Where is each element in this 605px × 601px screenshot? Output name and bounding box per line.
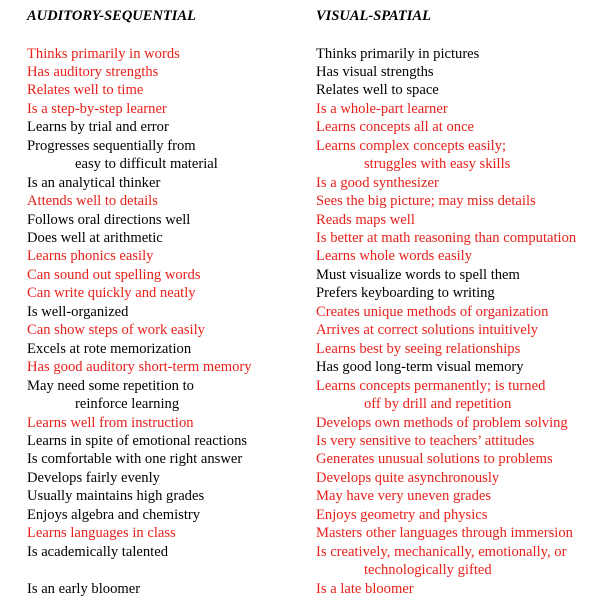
list-item-text: Learns concepts permanently; is turned: [316, 377, 546, 394]
list-item: [27, 543, 252, 561]
list-item: [316, 100, 576, 118]
list-item-text: Is academically talented: [27, 543, 168, 560]
list-item: [27, 137, 252, 174]
list-item: [27, 358, 252, 376]
list-item: [316, 137, 576, 174]
visual-spatial-heading: VISUAL-SPATIAL: [316, 8, 431, 24]
list-item-text: Is creatively, mechanically, emotionally, or: [316, 543, 567, 560]
list-item-text: Progresses sequentially from: [27, 137, 196, 154]
list-item: [316, 358, 576, 376]
list-item: [316, 469, 576, 487]
list-item-text: Does well at arithmetic: [27, 230, 163, 247]
list-item-text: Is a late bloomer: [316, 580, 414, 597]
list-item: [316, 340, 576, 358]
list-item-text: Masters other languages through immersion: [316, 525, 573, 542]
list-item: [27, 229, 252, 247]
list-item-continuation: reinforce learning: [75, 396, 180, 413]
visual-spatial-list: [316, 45, 576, 599]
list-item-text: Is well-organized: [27, 303, 129, 320]
list-item-continuation: struggles with easy skills: [364, 156, 511, 173]
list-item: [27, 506, 252, 524]
list-item: [27, 450, 252, 468]
list-item: [27, 414, 252, 432]
list-item: [27, 469, 252, 487]
list-item-text: Enjoys algebra and chemistry: [27, 506, 201, 523]
list-item: [27, 432, 252, 450]
list-item: [316, 377, 576, 414]
list-item-text: Excels at rote memorization: [27, 340, 192, 357]
list-item: [27, 580, 252, 598]
list-item: [27, 118, 252, 136]
list-item-text: Is a good synthesizer: [316, 174, 439, 191]
list-item: [316, 174, 576, 192]
list-item-text: Has good long-term visual memory: [316, 359, 524, 376]
list-item-text: Thinks primarily in pictures: [316, 45, 480, 62]
list-item: [27, 284, 252, 302]
list-item: [316, 247, 576, 265]
list-item-text: Learns languages in class: [27, 525, 176, 542]
list-item: [27, 174, 252, 192]
list-item-text: Sees the big picture; may miss details: [316, 193, 536, 210]
list-item-text: May need some repetition to: [27, 377, 194, 394]
list-item-text: Usually maintains high grades: [27, 488, 205, 505]
list-item: [27, 377, 252, 414]
auditory-sequential-heading: AUDITORY-SEQUENTIAL: [27, 8, 196, 24]
list-item: [316, 432, 576, 450]
list-item-text: Can show steps of work easily: [27, 322, 205, 339]
list-item-text: Is an early bloomer: [27, 580, 141, 597]
list-item-text: Generates unusual solutions to problems: [316, 451, 553, 468]
list-item-text: Prefers keyboarding to writing: [316, 285, 495, 302]
list-item: [27, 247, 252, 265]
list-item-text: Relates well to space: [316, 82, 439, 99]
list-item: [27, 100, 252, 118]
list-item: [316, 543, 576, 580]
list-item-text: Learns phonics easily: [27, 248, 154, 265]
list-item-text: Learns by trial and error: [27, 119, 169, 136]
list-item: [27, 81, 252, 99]
list-item-continuation: off by drill and repetition: [364, 396, 512, 413]
list-item: [27, 266, 252, 284]
list-item: [316, 229, 576, 247]
list-item-continuation: technologically gifted: [364, 562, 492, 579]
list-item-text: Has good auditory short-term memory: [27, 359, 252, 376]
list-item-text: Learns concepts all at once: [316, 119, 475, 136]
list-item-text: Learns best by seeing relationships: [316, 340, 521, 357]
list-item-continuation: easy to difficult material: [75, 156, 218, 173]
list-item: [316, 321, 576, 339]
list-item-text: Has auditory strengths: [27, 63, 159, 80]
list-item-text: Enjoys geometry and physics: [316, 506, 488, 523]
list-item-text: Develops fairly evenly: [27, 469, 160, 486]
list-item: [316, 192, 576, 210]
list-item: [316, 45, 576, 63]
list-item: [27, 487, 252, 505]
list-item-text: Learns complex concepts easily;: [316, 137, 507, 154]
list-item-text: Must visualize words to spell them: [316, 266, 520, 283]
list-item-text: Follows oral directions well: [27, 211, 191, 228]
list-item: [27, 211, 252, 229]
list-item: [316, 506, 576, 524]
list-item-text: Is an analytical thinker: [27, 174, 161, 191]
list-item: [316, 266, 576, 284]
list-item: [27, 321, 252, 339]
list-item: [316, 487, 576, 505]
list-item-text: Reads maps well: [316, 211, 415, 228]
list-item-text: Develops quite asynchronously: [316, 469, 500, 486]
list-item-text: Is very sensitive to teachers’ attitudes: [316, 433, 535, 450]
list-item: [27, 192, 252, 210]
list-item-text: Thinks primarily in words: [27, 45, 180, 62]
list-item-text: Learns well from instruction: [27, 414, 194, 431]
list-item: [316, 118, 576, 136]
list-item-text: Creates unique methods of organization: [316, 303, 549, 320]
list-item-text: Can write quickly and neatly: [27, 285, 196, 302]
list-item: [316, 211, 576, 229]
list-item-text: Is a step-by-step learner: [27, 100, 167, 117]
list-item: [316, 63, 576, 81]
list-item-text: Is comfortable with one right answer: [27, 451, 243, 468]
list-item-text: Is a whole-part learner: [316, 100, 448, 117]
list-item: [27, 45, 252, 63]
list-item: [316, 580, 576, 598]
list-item: [27, 63, 252, 81]
list-item: [316, 303, 576, 321]
list-spacer: [27, 561, 252, 579]
list-item-text: Relates well to time: [27, 82, 144, 99]
list-item: [316, 450, 576, 468]
list-item: [316, 524, 576, 542]
auditory-sequential-list: [27, 45, 252, 599]
list-item: [27, 303, 252, 321]
list-item-text: Develops own methods of problem solving: [316, 414, 568, 431]
list-item: [27, 524, 252, 542]
list-item-text: Attends well to details: [27, 193, 158, 210]
list-item: [316, 81, 576, 99]
list-item-text: Arrives at correct solutions intuitively: [316, 322, 539, 339]
list-item-text: Has visual strengths: [316, 63, 434, 80]
list-item-text: May have very uneven grades: [316, 488, 492, 505]
list-item: [316, 284, 576, 302]
list-item-text: Learns whole words easily: [316, 248, 473, 265]
list-item: [27, 340, 252, 358]
list-item-text: Is better at math reasoning than computation: [316, 230, 577, 247]
list-item-text: Can sound out spelling words: [27, 266, 201, 283]
list-item: [316, 414, 576, 432]
list-item-text: Learns in spite of emotional reactions: [27, 433, 248, 450]
